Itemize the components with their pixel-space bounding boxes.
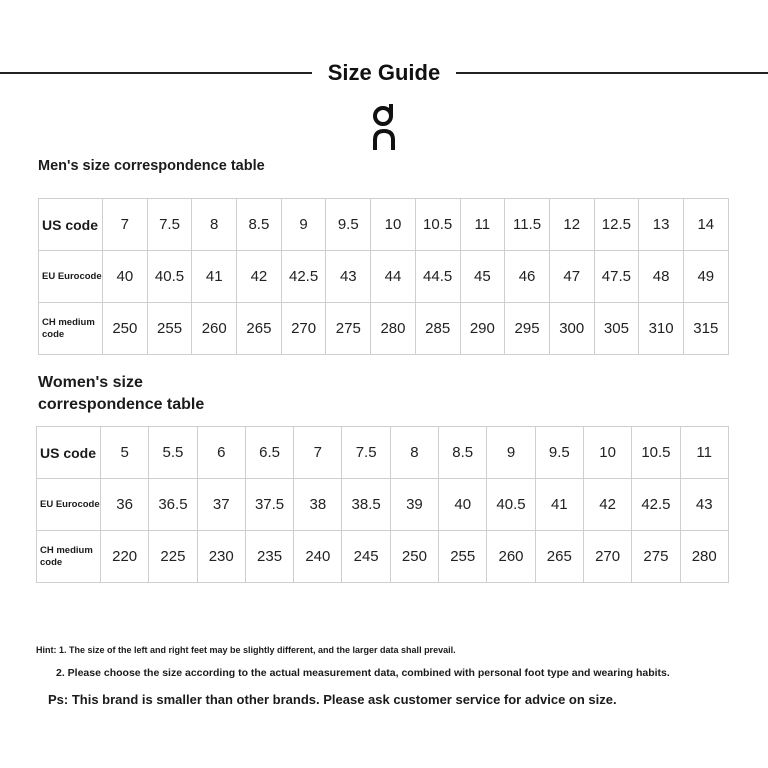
- women-ch-7: 255: [439, 531, 487, 583]
- women-us-3: 6.5: [245, 427, 293, 479]
- title-row: [0, 58, 768, 90]
- women-us-0: 5: [101, 427, 149, 479]
- row-label: US code: [37, 427, 101, 479]
- women-eu-9: 41: [535, 479, 583, 531]
- men-ch-5: 275: [326, 303, 371, 355]
- women-eu-6: 39: [390, 479, 438, 531]
- women-us-8: 9: [487, 427, 535, 479]
- women-us-2: 6: [197, 427, 245, 479]
- men-us-11: 12.5: [594, 199, 639, 251]
- men-us-0: 7: [103, 199, 148, 251]
- men-us-12: 13: [639, 199, 684, 251]
- men-us-9: 11.5: [505, 199, 550, 251]
- men-us-8: 11: [460, 199, 505, 251]
- women-eu-7: 40: [439, 479, 487, 531]
- hints-block: [36, 644, 736, 708]
- row-label: EU Eurocode: [37, 479, 101, 531]
- men-row-ch: [39, 303, 729, 355]
- women-ch-12: 280: [680, 531, 728, 583]
- women-eu-8: 40.5: [487, 479, 535, 531]
- women-ch-4: 240: [294, 531, 342, 583]
- on-brand-logo-icon: [366, 100, 402, 154]
- men-eu-12: 48: [639, 251, 684, 303]
- men-ch-0: 250: [103, 303, 148, 355]
- women-us-9: 9.5: [535, 427, 583, 479]
- women-eu-1: 36.5: [149, 479, 197, 531]
- women-table-title: Women's size correspondence table: [38, 374, 205, 413]
- men-eu-9: 46: [505, 251, 550, 303]
- women-us-11: 10.5: [632, 427, 680, 479]
- women-eu-10: 42: [583, 479, 631, 531]
- women-us-7: 8.5: [439, 427, 487, 479]
- women-ch-2: 230: [197, 531, 245, 583]
- page-title: Size Guide: [327, 60, 441, 85]
- men-eu-6: 44: [371, 251, 416, 303]
- women-eu-5: 38.5: [342, 479, 390, 531]
- men-ch-10: 300: [549, 303, 594, 355]
- men-size-table: [38, 198, 729, 355]
- men-us-4: 9: [281, 199, 326, 251]
- women-row-eu: [37, 479, 729, 531]
- men-us-13: 14: [683, 199, 728, 251]
- women-row-us: [37, 427, 729, 479]
- men-eu-1: 40.5: [147, 251, 192, 303]
- women-us-5: 7.5: [342, 427, 390, 479]
- women-us-6: 8: [390, 427, 438, 479]
- hint-2: 2. Please choose the size according to the actual measurement data, combined with personal foot type and wearing habits.: [56, 667, 670, 679]
- men-ch-6: 280: [371, 303, 416, 355]
- men-eu-13: 49: [683, 251, 728, 303]
- men-table-title: Men's size correspondence table: [38, 158, 265, 174]
- women-ch-1: 225: [149, 531, 197, 583]
- title-rule-left: [0, 72, 312, 74]
- row-label: CH medium code: [39, 303, 103, 355]
- men-eu-0: 40: [103, 251, 148, 303]
- women-us-12: 11: [680, 427, 728, 479]
- men-eu-5: 43: [326, 251, 371, 303]
- women-ch-6: 250: [390, 531, 438, 583]
- men-us-5: 9.5: [326, 199, 371, 251]
- men-us-10: 12: [549, 199, 594, 251]
- men-eu-4: 42.5: [281, 251, 326, 303]
- women-eu-0: 36: [101, 479, 149, 531]
- men-us-2: 8: [192, 199, 237, 251]
- men-us-3: 8.5: [237, 199, 282, 251]
- women-us-1: 5.5: [149, 427, 197, 479]
- women-eu-4: 38: [294, 479, 342, 531]
- women-ch-5: 245: [342, 531, 390, 583]
- men-ch-1: 255: [147, 303, 192, 355]
- title-rule-right: [456, 72, 768, 74]
- men-us-1: 7.5: [147, 199, 192, 251]
- men-ch-13: 315: [683, 303, 728, 355]
- women-us-4: 7: [294, 427, 342, 479]
- women-ch-11: 275: [632, 531, 680, 583]
- men-eu-7: 44.5: [415, 251, 460, 303]
- women-ch-3: 235: [245, 531, 293, 583]
- women-ch-8: 260: [487, 531, 535, 583]
- women-ch-0: 220: [101, 531, 149, 583]
- women-row-ch: [37, 531, 729, 583]
- men-ch-4: 270: [281, 303, 326, 355]
- men-ch-12: 310: [639, 303, 684, 355]
- men-eu-10: 47: [549, 251, 594, 303]
- men-us-6: 10: [371, 199, 416, 251]
- women-ch-9: 265: [535, 531, 583, 583]
- men-ch-9: 295: [505, 303, 550, 355]
- men-ch-8: 290: [460, 303, 505, 355]
- men-ch-11: 305: [594, 303, 639, 355]
- men-ch-7: 285: [415, 303, 460, 355]
- row-label: US code: [39, 199, 103, 251]
- women-eu-11: 42.5: [632, 479, 680, 531]
- men-us-7: 10.5: [415, 199, 460, 251]
- women-ch-10: 270: [583, 531, 631, 583]
- men-ch-2: 260: [192, 303, 237, 355]
- women-eu-2: 37: [197, 479, 245, 531]
- men-eu-2: 41: [192, 251, 237, 303]
- men-ch-3: 265: [237, 303, 282, 355]
- men-eu-3: 42: [237, 251, 282, 303]
- hint-1: Hint: 1. The size of the left and right feet may be slightly different, and the larger data shall prevail.: [36, 645, 456, 655]
- women-size-table: [36, 426, 729, 583]
- women-us-10: 10: [583, 427, 631, 479]
- row-label: EU Eurocode: [39, 251, 103, 303]
- men-row-us: [39, 199, 729, 251]
- men-eu-11: 47.5: [594, 251, 639, 303]
- row-label: CH medium code: [37, 531, 101, 583]
- men-eu-8: 45: [460, 251, 505, 303]
- men-row-eu: [39, 251, 729, 303]
- women-eu-12: 43: [680, 479, 728, 531]
- ps-note: Ps: This brand is smaller than other brands. Please ask customer service for advice on size.: [48, 692, 617, 707]
- women-eu-3: 37.5: [245, 479, 293, 531]
